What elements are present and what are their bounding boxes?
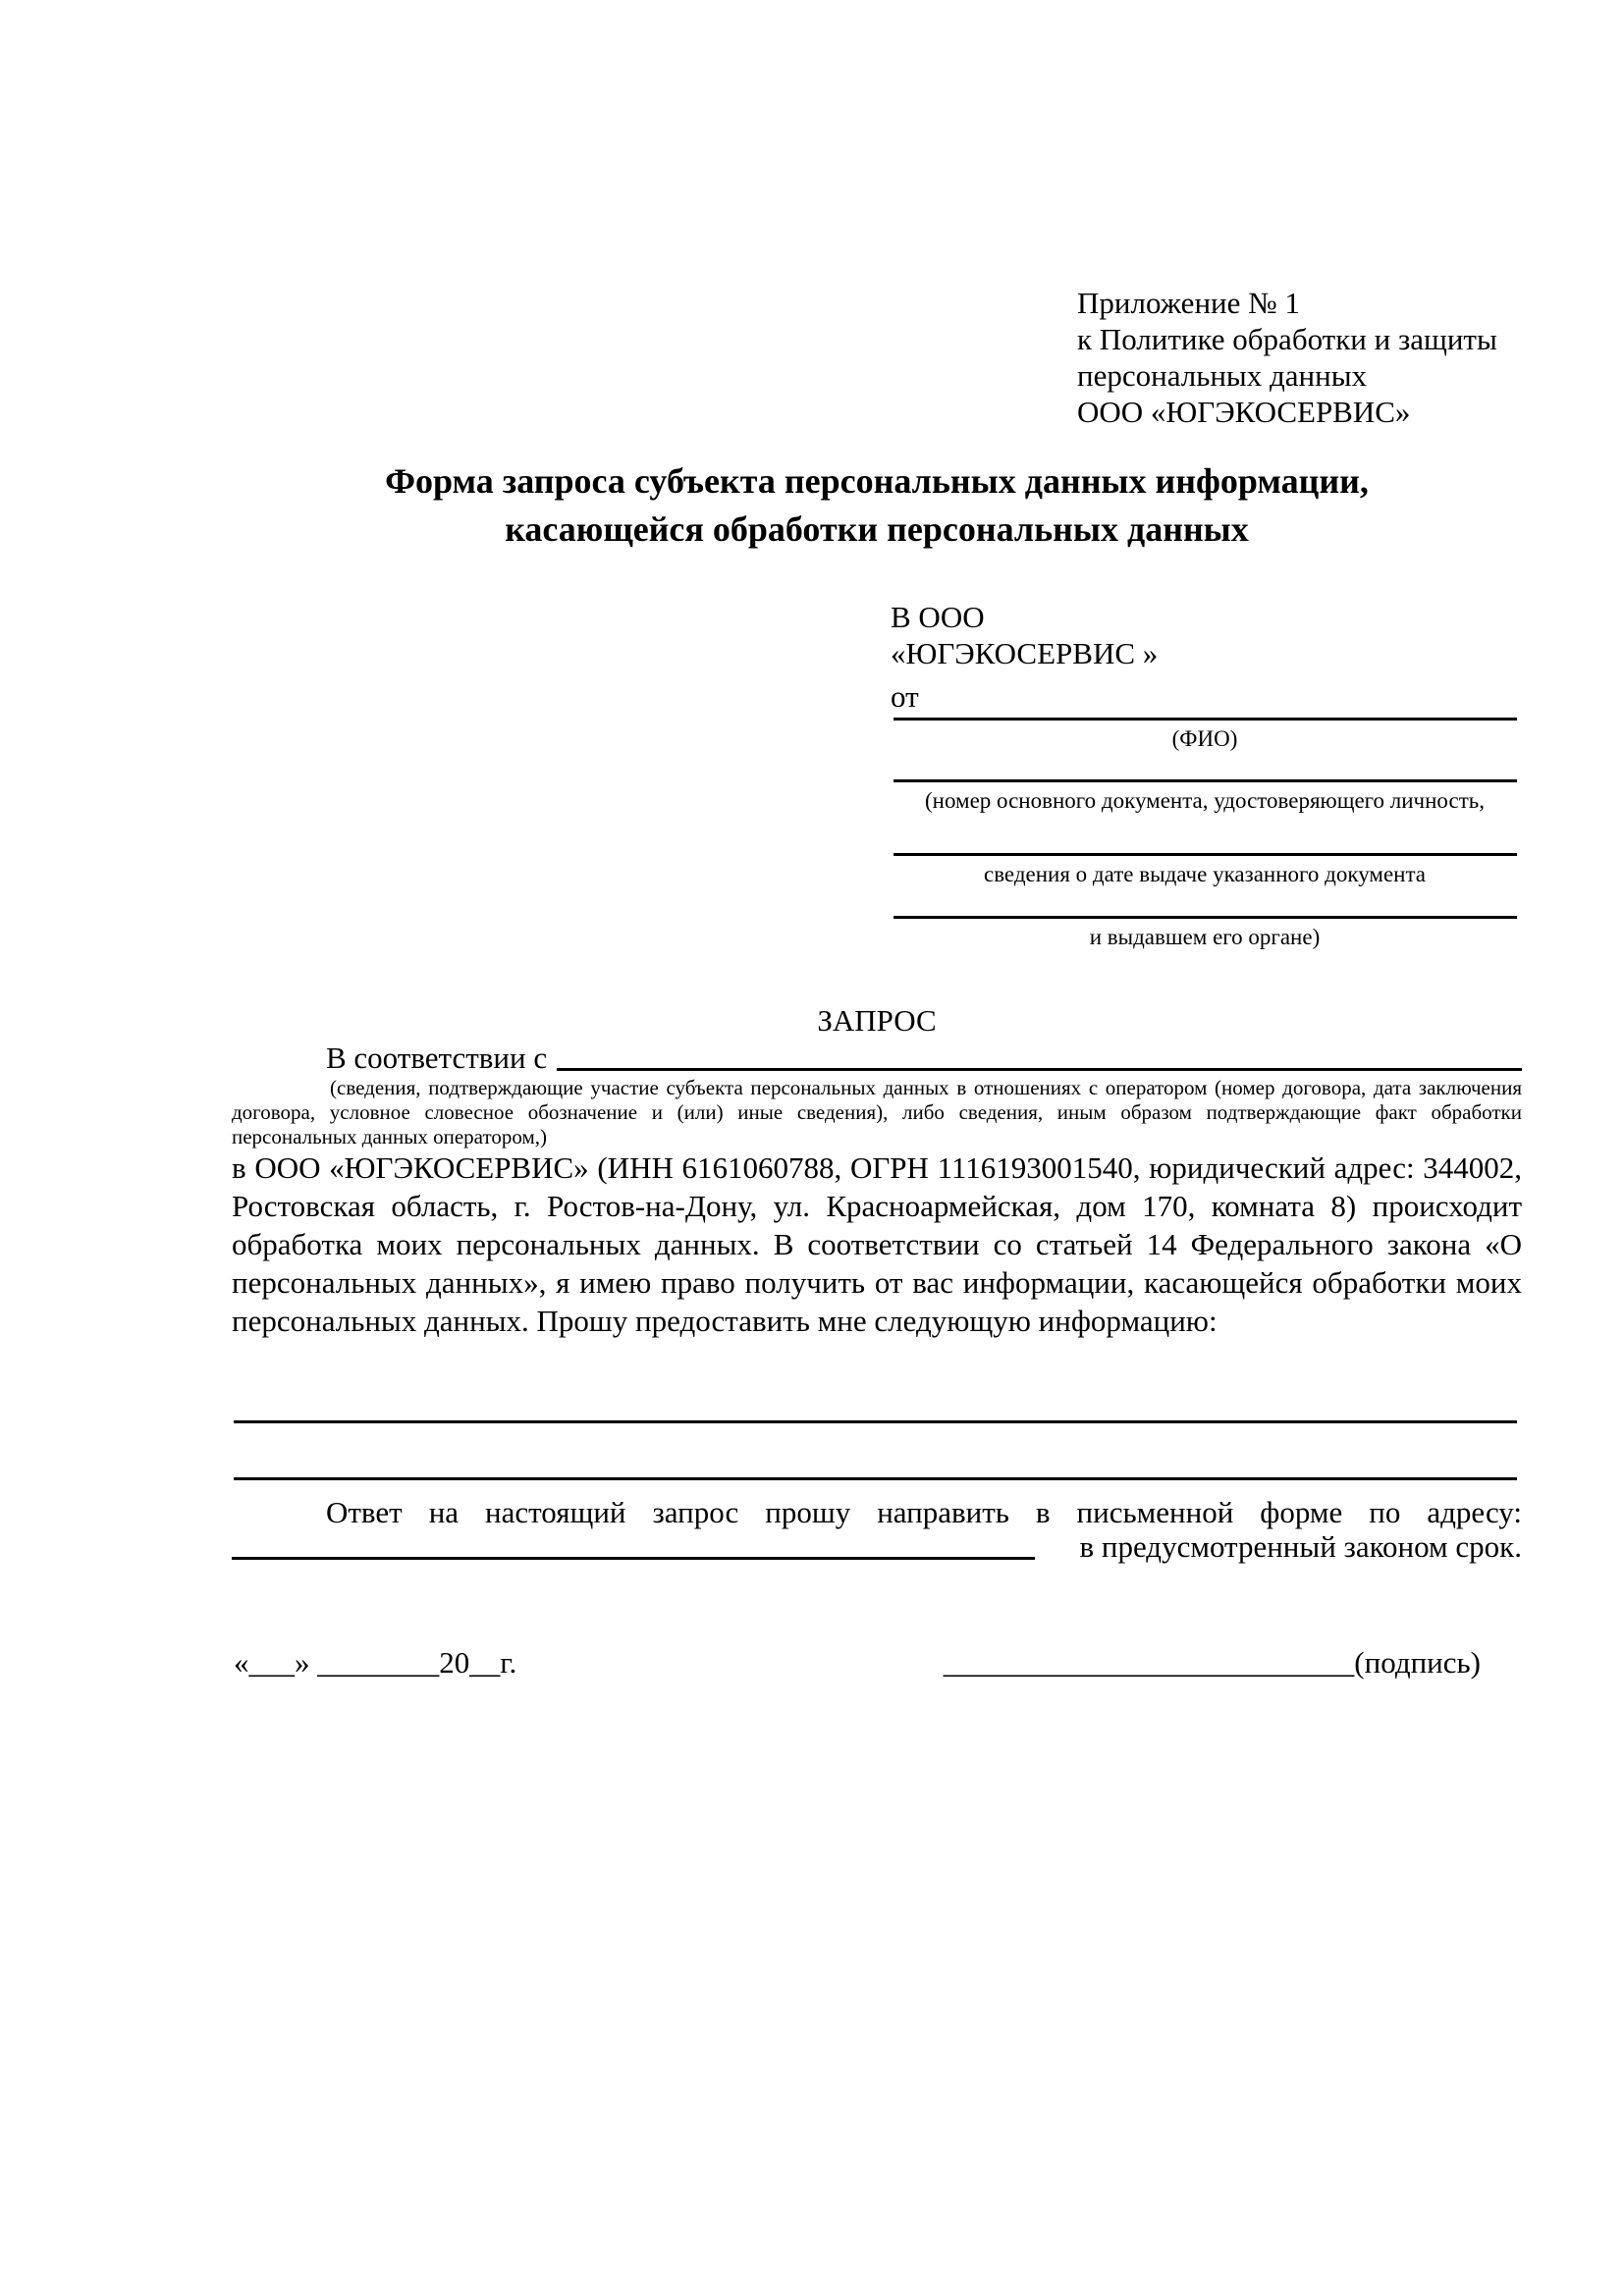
addressee-org-name: «ЮГЭКОСЕРВИС » — [891, 636, 1159, 670]
signature-area — [944, 1645, 1481, 1681]
issue-date-caption: сведения о дате выдаче указанного документа — [983, 862, 1427, 886]
intro-prefix: В соответствии с — [326, 1041, 548, 1075]
signature-caption: (подпись) — [1354, 1645, 1481, 1680]
title-line-2: касающейся обработки персональных данных — [505, 509, 1249, 549]
appendix-line-3: персональных данных — [1077, 358, 1368, 393]
addressee-org-prefix: В ООО — [891, 600, 985, 634]
id-document-caption: (номер основного документа, удостоверяющего личность, — [924, 788, 1485, 813]
info-blank-line-2 — [234, 1477, 1517, 1480]
reply-request: Ответ на настоящий запрос прошу направить в письменной форме по адресу: — [326, 1495, 1522, 1529]
addressee-from-label: от — [891, 679, 919, 714]
footer-row — [234, 1645, 1481, 1681]
intro-blank-line — [557, 1068, 1522, 1071]
appendix-block — [1077, 285, 1539, 430]
intro-note: (сведения, подтверждающие участие субъекта персональных данных в отношениях с оператором (номер договора, дата заключения договора, условное словесное обозначение и (или) иные сведения), либо сведения, иным образом подтверждающие факт обработки персональных данных оператором,) — [232, 1076, 1522, 1148]
appendix-line-2: к Политике обработки и защиты — [1077, 322, 1497, 356]
date-line: «___» ________20__г. — [234, 1645, 517, 1680]
reply-address-row — [232, 1529, 1522, 1565]
request-body: в ООО «ЮГЭКОСЕРВИС» (ИНН 6161060788, ОГРН 1116193001540, юридический адрес: 344002, Ростовская область, г. Ростов-на-Дону, ул. Красноармейская, дом 170, комната 8) происходит обработка моих персональных данных. В соответствии со статьей 14 Федерального закона «О персональных данных», я имею право получить от вас информации, касающейся обработки моих персональных данных. Прошу предоставить мне следующую информацию: — [232, 1150, 1522, 1338]
title-line-1: Форма запроса субъекта персональных данных информации, — [385, 461, 1369, 501]
issuer-caption: и выдавшем его органе) — [1089, 925, 1321, 949]
intro-row — [232, 1041, 1522, 1076]
appendix-line-4: ООО «ЮГЭКОСЕРВИС» — [1077, 395, 1411, 429]
issuer-blank-line — [893, 916, 1517, 919]
address-blank-line — [232, 1557, 1035, 1560]
info-blank-line-1 — [234, 1420, 1517, 1423]
reply-suffix: в предусмотренный законом срок. — [1079, 1529, 1522, 1564]
appendix-line-1: Приложение № 1 — [1077, 286, 1300, 320]
fio-blank-line — [893, 718, 1517, 721]
issue-date-blank-line — [893, 853, 1517, 856]
signature-blank-line: ___________________________ — [943, 1645, 1355, 1680]
fio-caption: (ФИО) — [1171, 726, 1238, 751]
document-title — [232, 457, 1522, 554]
id-document-blank-line — [893, 779, 1517, 782]
request-heading: ЗАПРОС — [817, 1003, 937, 1038]
